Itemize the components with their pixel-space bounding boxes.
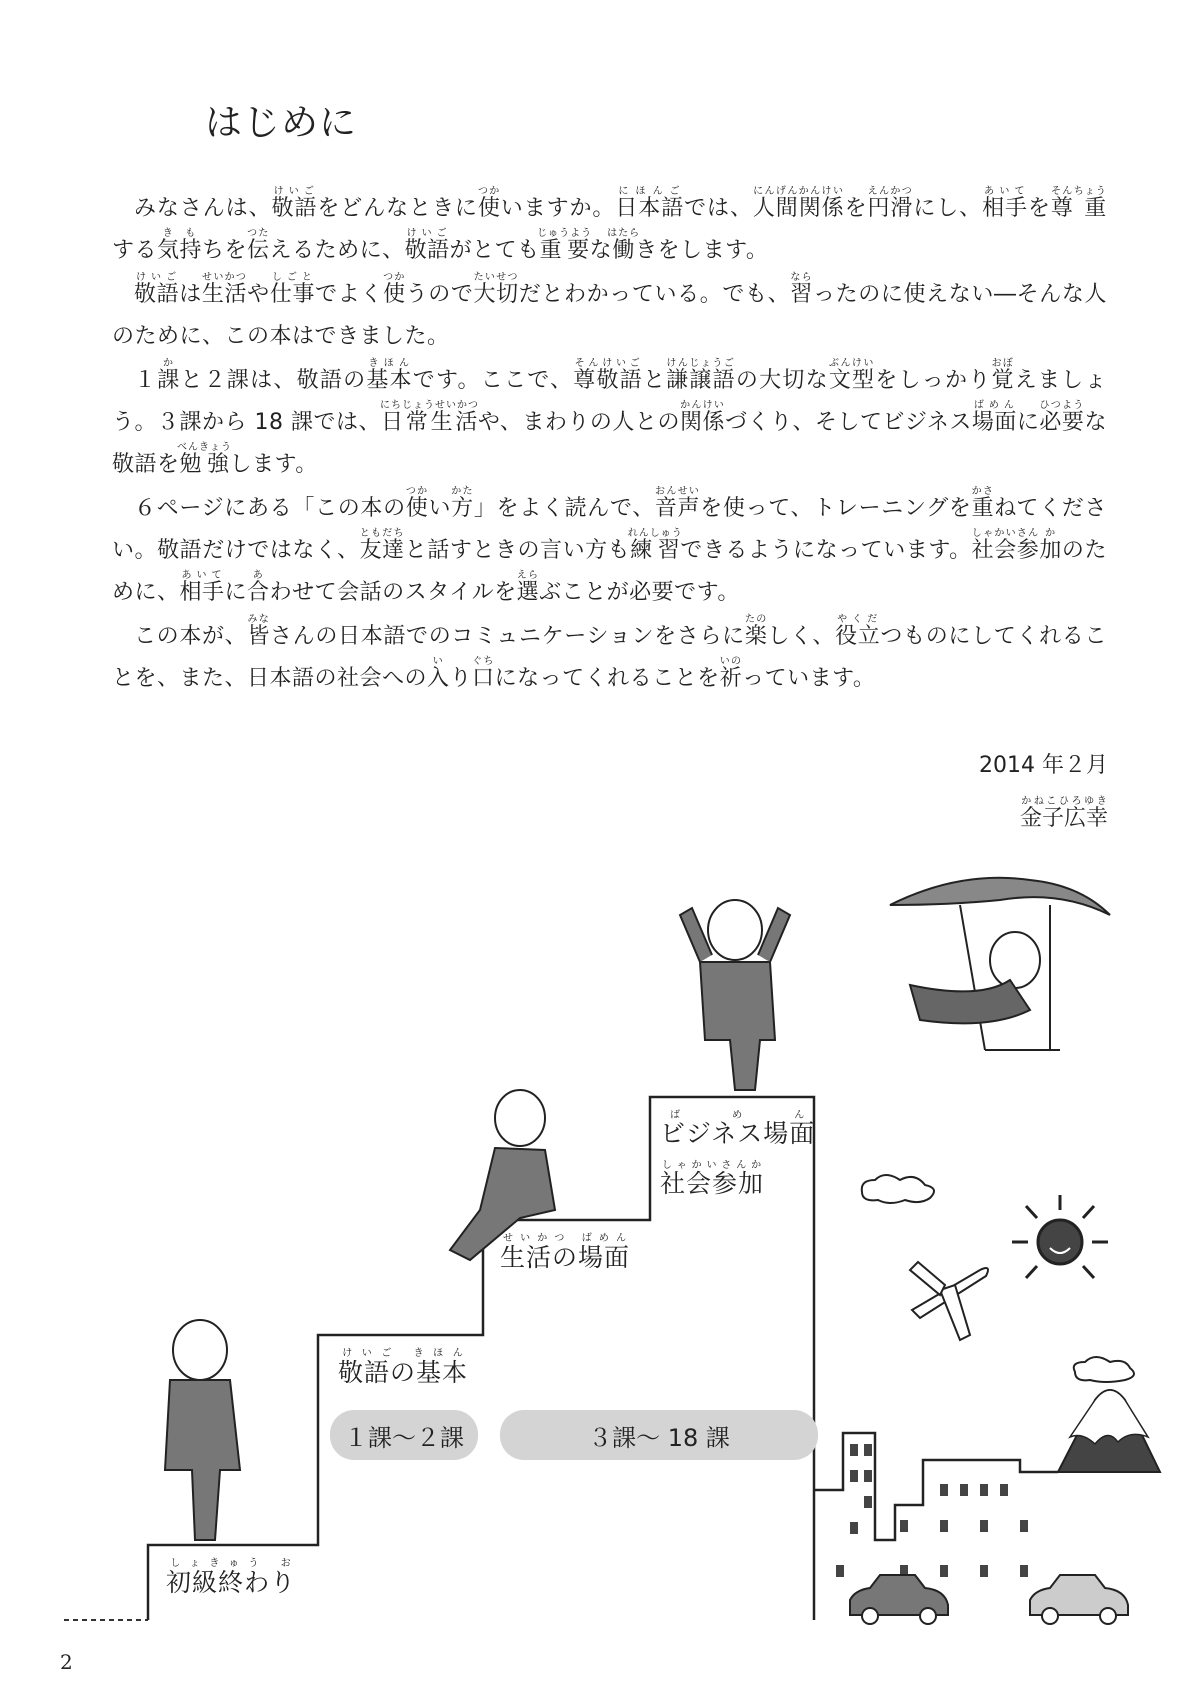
paragraph-5: この本が、皆みなさんの日本語でのコミュニケーションをさらに楽たのしく、役立やくだつものにしてくれることを、また、日本語の社会への入いり口ぐちになってくれることを祈いのっています。	[112, 614, 1107, 691]
lesson-range-pill-1-2: １課〜２課	[330, 1410, 478, 1460]
city-icon	[814, 1433, 1058, 1577]
author: 金子広幸かねこひろゆき	[1019, 796, 1108, 831]
sun-icon	[1012, 1195, 1108, 1278]
stair-label-social: 社会参加しゃかいさんか	[660, 1160, 765, 1198]
car-icon-right	[1030, 1575, 1128, 1624]
airplane-icon	[910, 1262, 988, 1340]
person-cheering-icon	[680, 900, 790, 1090]
paragraph-1: みなさんは、敬語けいごをどんなときに使つかいますか。日本語にほんごでは、人間関係にんげんかんけいを円滑えんかつにし、相手あいてを尊そん重ちょうする気持きもちを伝つたえるために、敬語けいごがとても重要じゅうような働はたらきをします。	[112, 186, 1107, 263]
person-standing-icon	[165, 1320, 240, 1540]
cloud-icon	[862, 1175, 934, 1203]
hang-glider-icon	[890, 878, 1110, 1050]
cloud-icon	[1074, 1357, 1134, 1382]
stair-label-beginner-end: 初級終わりしょきゅう お	[166, 1558, 297, 1597]
stair-label-daily-life: 生活の場面せいかつ ばめん	[500, 1233, 631, 1272]
stair-label-keigo-basics: 敬語の基本けいご きほん	[338, 1348, 469, 1387]
lesson-range-pill-3-18: ３課〜 18 課	[500, 1410, 818, 1460]
page-number: 2	[60, 1650, 73, 1674]
stair-label-business: ビジネス場面ばめん	[660, 1110, 816, 1148]
date: 2014 年２月	[979, 753, 1108, 778]
page-title: はじめに	[205, 101, 357, 144]
car-icon-left	[850, 1575, 948, 1624]
paragraph-4: ６ページにある「この本の使つかい方かた」をよく読んで、音声おんせいを使って、トレーニングを重かさねてください。敬語だけではなく、友達ともだちと話すときの言い方も練習れんしゅうできるようになっています。社会参しゃかいさん加かのために、相手あいてに合あわせて会話のスタイルを選えらぶことが必要です。	[112, 486, 1107, 605]
paragraph-2: 敬語けいごは生活せいかつや仕事しごとでよく使つかうので大切たいせつだとわかっている。でも、習ならったのに使えない―そんな人のために、この本はできました。	[112, 272, 1107, 349]
mountain-icon	[1058, 1390, 1160, 1472]
paragraph-3: １課かと２課は、敬語の基本きほんです。ここで、尊敬語そんけいごと謙譲語けんじょうごの大切な文型ぶんけいをしっかり覚おぼえましょう。３課から 18 課では、日常生活にちじょうせいかつや、まわりの人との関係かんけいづくり、そしてビジネス場面ばめんに必ひつ要ような敬語を勉強べんきょうします。	[112, 358, 1107, 477]
